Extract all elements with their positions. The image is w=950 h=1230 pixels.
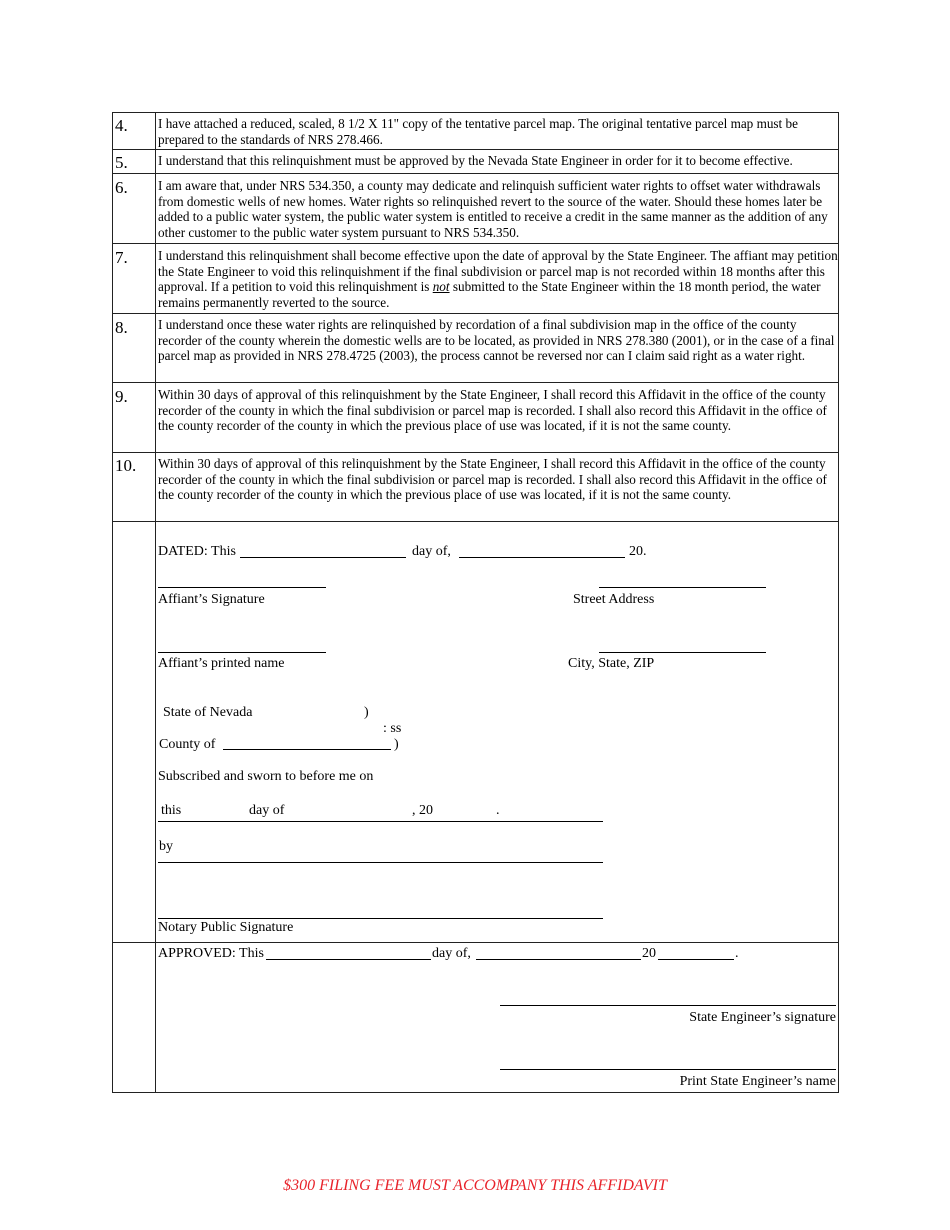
affiant-printed-name-line[interactable]: [158, 652, 326, 653]
row-divider: [112, 149, 839, 150]
street-address-line[interactable]: [599, 587, 766, 588]
affiant-printed-name-label: Affiant’s printed name: [158, 656, 285, 671]
notary-year-label: , 20: [412, 803, 433, 818]
notary-day-of-label: day of: [249, 803, 285, 818]
notary-signature-label: Notary Public Signature: [158, 920, 294, 935]
approved-month-field[interactable]: [476, 959, 641, 960]
by-label: by: [159, 839, 173, 854]
this-label: this: [161, 803, 182, 818]
affiant-signature-line[interactable]: [158, 587, 326, 588]
item-text: I understand this relinquishment shall become effective upon the date of approval by the State Engineer. The affiant may petition the State Engineer to void this relinquishment if the final subdivision or parcel map is not recorded within 18 months after this approval. If a petition to void this relinquishment is not submitted to the State Engineer within the 18 month period, the water remains permanently reverted to the source.: [158, 248, 838, 310]
approved-period: .: [735, 946, 739, 961]
item-number: 9.: [115, 387, 128, 406]
approved-day-field[interactable]: [266, 959, 431, 960]
item-number: 8.: [115, 318, 128, 337]
row-divider: [112, 243, 839, 244]
item-number: 10.: [115, 456, 137, 475]
street-address-label: Street Address: [573, 592, 655, 607]
engineer-name-line[interactable]: [500, 1069, 836, 1070]
approved-year-label: 20: [642, 946, 656, 961]
state-label: State of Nevada: [163, 705, 253, 720]
approved-day-of-label: day of,: [432, 946, 471, 961]
row-divider: [112, 942, 839, 943]
city-state-zip-label: City, State, ZIP: [568, 656, 655, 671]
item-text: I am aware that, under NRS 534.350, a county may dedicate and relinquish sufficient water rights to offset water withdrawals from domestic wells of new homes. Water rights so relinquished revert to the source of the water. Should these homes later be added to a public water system, the public water system is entitled to receive a credit in the same manner as the addition of any other customer to the public water system pursuant to NRS 534.350.: [158, 178, 828, 240]
item-number: 5.: [115, 153, 128, 172]
item-number: 4.: [115, 116, 128, 135]
item-number: 7.: [115, 248, 128, 267]
item-text: I have attached a reduced, scaled, 8 1/2 X 11" copy of the tentative parcel map. The original tentative parcel map must be prepared to the standards of NRS 278.466.: [158, 116, 798, 147]
item-number: 6.: [115, 178, 128, 197]
row-divider: [112, 382, 839, 383]
county-field[interactable]: [223, 749, 391, 750]
paren-open: ): [364, 705, 369, 720]
row-divider: [112, 452, 839, 453]
approved-year-field[interactable]: [658, 959, 734, 960]
item-text: Within 30 days of approval of this relinquishment by the State Engineer, I shall record this Affidavit in the office of the county recorder of the county in which the final subdivision or parcel map is recorded. I shall also record this Affidavit in the office of the county recorder of the county in which the previous place of use was located, if it is not the same county.: [158, 387, 827, 434]
day-of-label: day of,: [412, 544, 451, 559]
dated-label: DATED: This: [158, 544, 236, 559]
ss-label: : ss: [383, 721, 402, 736]
dated-day-field[interactable]: [240, 557, 406, 558]
emphasized-not: not: [432, 279, 450, 295]
year-label: 20.: [629, 544, 647, 559]
notary-signature-line[interactable]: [158, 918, 603, 919]
item-text: Within 30 days of approval of this relinquishment by the State Engineer, I shall record this Affidavit in the office of the county recorder of the county in which the final subdivision or parcel map is recorded. I shall also record this Affidavit in the office of the county recorder of the county in which the previous place of use was located, if it is not the same county.: [158, 456, 827, 503]
approved-label: APPROVED: This: [158, 946, 264, 961]
row-divider: [112, 521, 839, 522]
city-state-zip-line[interactable]: [599, 652, 766, 653]
column-divider: [155, 112, 156, 1093]
dated-month-field[interactable]: [459, 557, 625, 558]
county-label: County of: [159, 737, 216, 752]
paren-close: ): [394, 737, 399, 752]
notary-by-line[interactable]: [158, 862, 603, 863]
engineer-name-label: Print State Engineer’s name: [679, 1074, 836, 1089]
item-text: I understand once these water rights are relinquished by recordation of a final subdivision map in the office of the county recorder of the county wherein the domestic wells are to be located, as provided in NRS 278.380 (2001), or in the case of a final parcel map as provided in NRS 278.4725 (2003), the process cannot be reversed nor can I claim said right as a water right.: [158, 317, 835, 364]
item-text: I understand that this relinquishment must be approved by the Nevada State Engineer in order for it to become effective.: [158, 153, 793, 168]
row-divider: [112, 173, 839, 174]
engineer-signature-line[interactable]: [500, 1005, 836, 1006]
subscribed-label: Subscribed and sworn to before me on: [158, 769, 374, 784]
affiant-signature-label: Affiant’s Signature: [158, 592, 265, 607]
filing-fee-notice: $300 FILING FEE MUST ACCOMPANY THIS AFFIDAVIT: [283, 1177, 667, 1194]
notary-period: .: [496, 803, 500, 818]
engineer-signature-label: State Engineer’s signature: [689, 1010, 836, 1025]
notary-date-line[interactable]: [158, 821, 603, 822]
row-divider: [112, 313, 839, 314]
